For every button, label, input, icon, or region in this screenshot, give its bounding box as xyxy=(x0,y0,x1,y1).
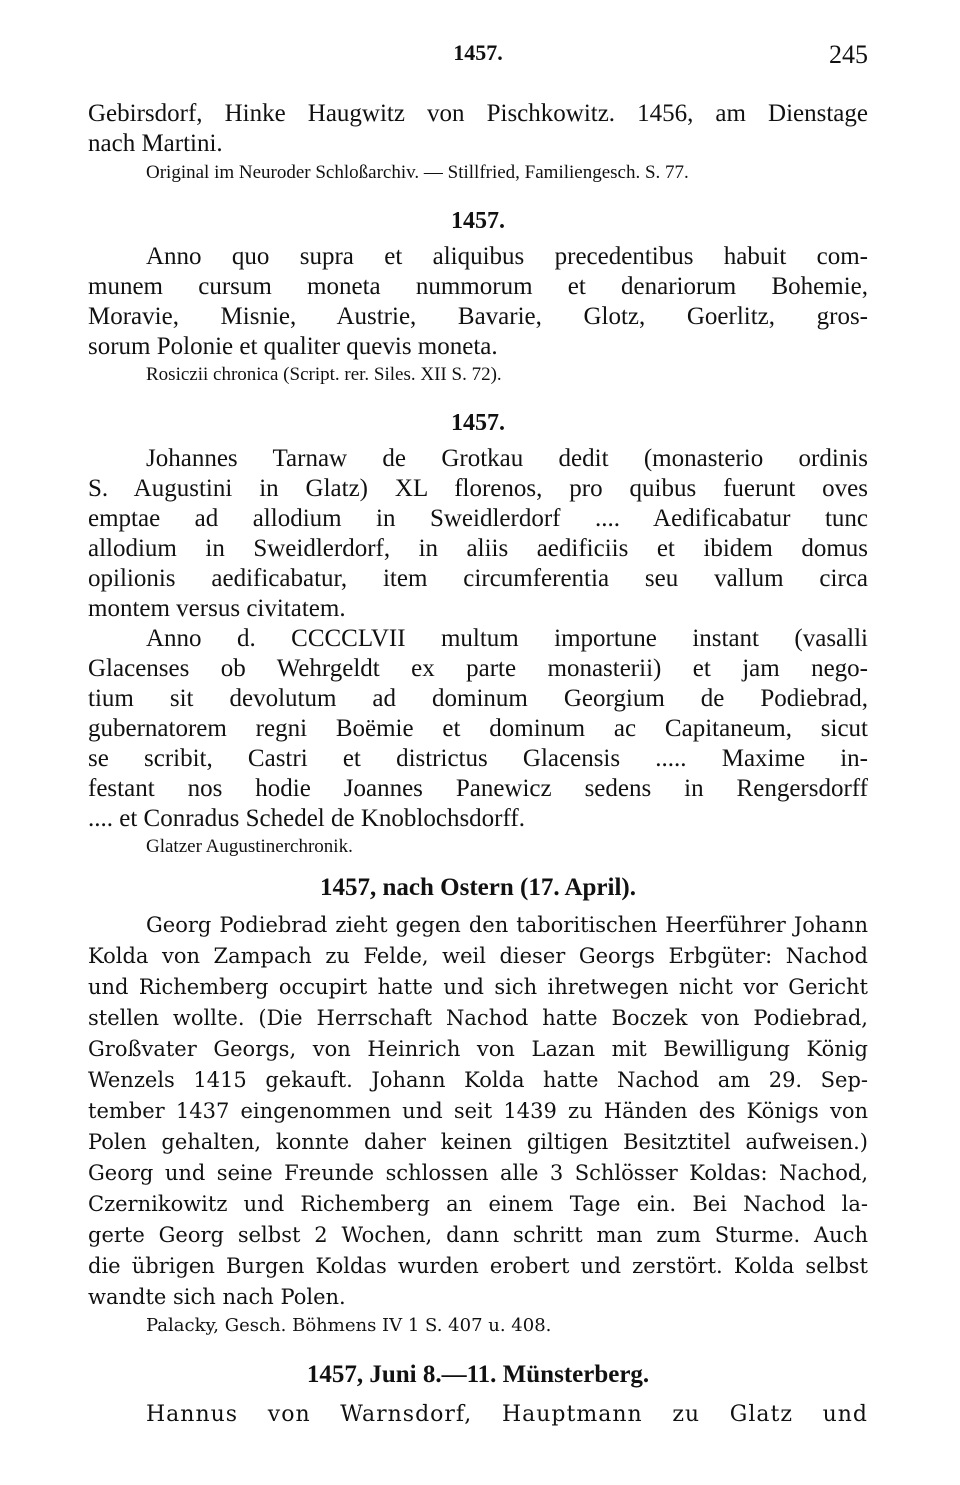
running-header xyxy=(88,40,868,80)
source-citation: Glatzer Augustinerchronik. xyxy=(146,836,353,857)
entry-heading: 1457. xyxy=(451,410,505,436)
text-line: tember 1437 eingenommen und seit 1439 zu Händen des Königs von xyxy=(88,1099,868,1123)
source-citation: Rosiczii chronica (Script. rer. Siles. XII S. 72). xyxy=(146,364,502,385)
text-line: Polen gehalten, konnte daher keinen giltigen Besitztitel aufweisen.) xyxy=(88,1130,868,1154)
text-line: S. Augustini in Glatz) XL florenos, pro quibus fuerunt oves xyxy=(88,475,868,502)
text-line: und Richemberg occupirt hatte und sich ihretwegen nicht vor Gericht xyxy=(88,975,868,999)
source-citation: Palacky, Gesch. Böhmens IV 1 S. 407 u. 408. xyxy=(146,1315,552,1336)
entry-heading: 1457, Juni 8.—11. Münsterberg. xyxy=(306,1361,650,1388)
text-line: allodium in Sweidlerdorf, in aliis aedificiis et ibidem domus xyxy=(88,535,868,562)
text-line: stellen wollte. (Die Herrschaft Nachod hatte Boczek von Podiebrad, xyxy=(88,1006,868,1030)
text-line: Glacenses ob Wehrgeldt ex parte monasterii) et jam nego- xyxy=(88,655,868,682)
page-number: 245 xyxy=(829,40,868,69)
text-line: Wenzels 1415 gekauft. Johann Kolda hatte Nachod am 29. Sep- xyxy=(88,1068,868,1092)
text-line: Anno d. CCCCLVII multum importune instant (vasalli xyxy=(146,625,868,652)
text-line: .... et Conradus Schedel de Knoblochsdorff. xyxy=(88,805,525,832)
running-head-year: 1457. xyxy=(453,40,503,65)
text-line: gubernatorem regni Boëmie et dominum ac Capitaneum, sicut xyxy=(88,715,868,742)
text-line: Hannus von Warnsdorf, Hauptmann zu Glatz und xyxy=(146,1402,868,1427)
text-line: Kolda von Zampach zu Felde, weil dieser Georgs Erbgüter: Nachod xyxy=(88,944,868,968)
text-line: emptae ad allodium in Sweidlerdorf .... Aedificabatur tunc xyxy=(88,505,868,532)
text-line: festant nos hodie Joannes Panewicz sedens in Rengersdorff xyxy=(88,775,868,802)
text-line: se scribit, Castri et districtus Glacensis ..... Maxime in- xyxy=(88,745,868,772)
text-line: opilionis aedificabatur, item circumferentia seu vallum circa xyxy=(88,565,868,592)
entry-heading: 1457. xyxy=(451,208,505,234)
text-line: Johannes Tarnaw de Grotkau dedit (monasterio ordinis xyxy=(146,445,868,472)
text-line: die übrigen Burgen Koldas wurden erobert und zerstört. Kolda selbst xyxy=(88,1254,868,1278)
text-line: Großvater Georgs, von Heinrich von Lazan mit Bewilligung König xyxy=(88,1037,868,1061)
text-line: nach Martini. xyxy=(88,130,223,157)
text-line: wandte sich nach Polen. xyxy=(88,1285,346,1309)
text-line: gerte Georg selbst 2 Wochen, dann schritt man zum Sturme. Auch xyxy=(88,1223,868,1247)
text-line: munem cursum moneta nummorum et denariorum Bohemie, xyxy=(88,273,868,300)
text-line: tium sit devolutum ad dominum Georgium de Podiebrad, xyxy=(88,685,868,712)
text-line: Moravie, Misnie, Austrie, Bavarie, Glotz, Goerlitz, gros- xyxy=(88,303,868,330)
source-citation: Original im Neuroder Schloßarchiv. — Stillfried, Familiengesch. S. 77. xyxy=(146,162,689,183)
text-line: Gebirsdorf, Hinke Haugwitz von Pischkowitz. 1456, am Dienstage xyxy=(88,100,868,127)
text-line: Georg Podiebrad zieht gegen den taboritischen Heerführer Johann xyxy=(146,913,868,937)
text-line: sorum Polonie et qualiter quevis moneta. xyxy=(88,333,498,360)
text-line: Georg und seine Freunde schlossen alle 3 Schlösser Koldas: Nachod, xyxy=(88,1161,868,1185)
entry-heading: 1457, nach Ostern (17. April). xyxy=(320,874,636,901)
text-line: Anno quo supra et aliquibus precedentibus habuit com- xyxy=(146,243,868,270)
text-line: montem versus civitatem. xyxy=(88,595,346,622)
text-line: Czernikowitz und Richemberg an einem Tage ein. Bei Nachod la- xyxy=(88,1192,868,1216)
